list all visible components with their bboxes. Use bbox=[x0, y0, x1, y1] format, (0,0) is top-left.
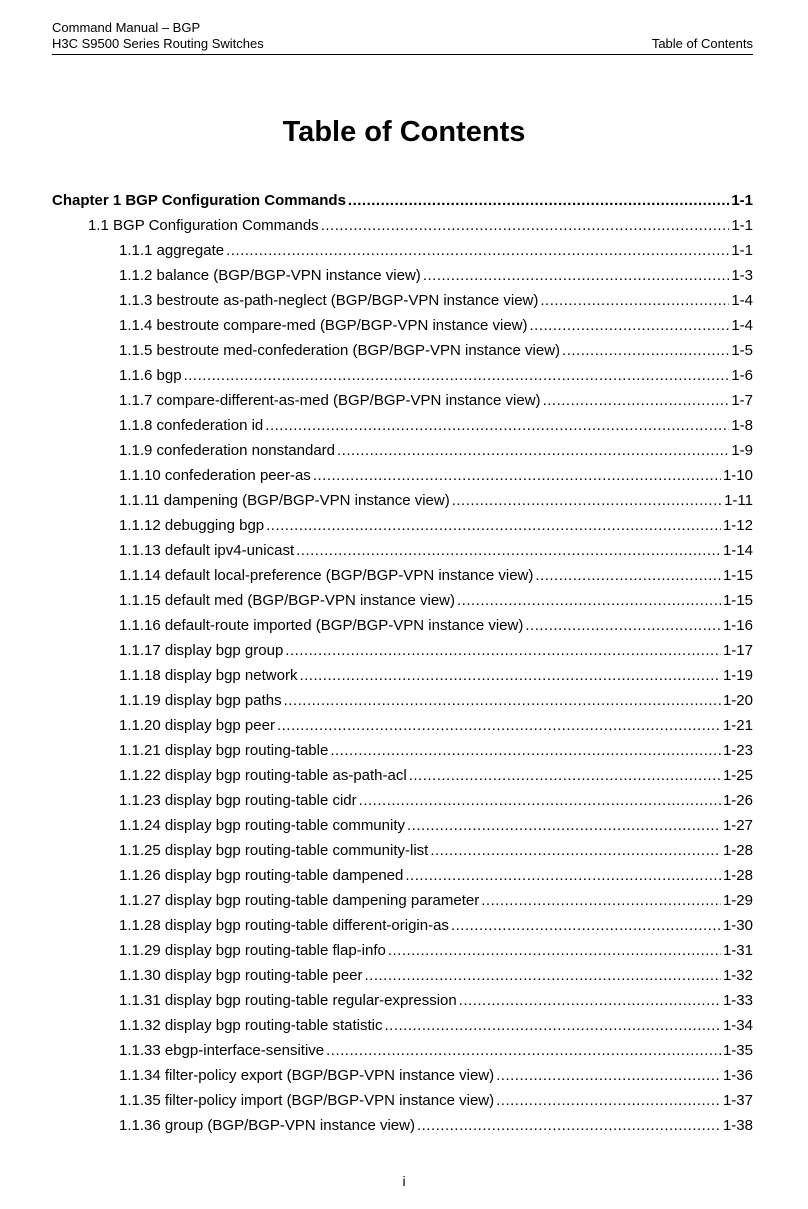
toc-entry-page: 1-9 bbox=[731, 442, 753, 459]
toc-dot-leader bbox=[299, 667, 721, 684]
toc-subsection-entry[interactable] bbox=[52, 542, 753, 567]
toc-subsection-entry[interactable] bbox=[52, 1042, 753, 1067]
toc-dot-leader bbox=[388, 942, 721, 959]
toc-subsection-entry[interactable] bbox=[52, 917, 753, 942]
toc-entry-title: 1.1.34 filter-policy export (BGP/BGP-VPN instance view) bbox=[119, 1067, 495, 1084]
toc-dot-leader bbox=[337, 442, 729, 459]
toc-dot-leader bbox=[496, 1092, 721, 1109]
toc-dot-leader bbox=[285, 642, 721, 659]
toc-entry-title: 1.1.26 display bgp routing-table dampened bbox=[119, 867, 404, 884]
toc-subsection-entry[interactable] bbox=[52, 1067, 753, 1092]
toc-entry-title: 1.1.32 display bgp routing-table statistic bbox=[119, 1017, 383, 1034]
toc-entry-page: 1-14 bbox=[722, 542, 753, 559]
header-product: H3C S9500 Series Routing Switches bbox=[52, 36, 264, 51]
toc-dot-leader bbox=[348, 192, 729, 209]
toc-dot-leader bbox=[417, 1117, 721, 1134]
toc-subsection-entry[interactable] bbox=[52, 817, 753, 842]
toc-subsection-entry[interactable] bbox=[52, 617, 753, 642]
toc-dot-leader bbox=[226, 242, 729, 259]
toc-subsection-entry[interactable] bbox=[52, 667, 753, 692]
toc-entry-title: 1.1.22 display bgp routing-table as-path-acl bbox=[119, 767, 407, 784]
toc-entry-title: 1.1.31 display bgp routing-table regular-expression bbox=[119, 992, 457, 1009]
toc-dot-leader bbox=[496, 1067, 721, 1084]
toc-dot-leader bbox=[562, 342, 729, 359]
toc-entry-page: 1-4 bbox=[731, 317, 753, 334]
toc-subsection-entry[interactable] bbox=[52, 967, 753, 992]
toc-subsection-entry[interactable] bbox=[52, 392, 753, 417]
toc-entry-page: 1-12 bbox=[722, 517, 753, 534]
toc-entry-page: 1-8 bbox=[731, 417, 753, 434]
toc-subsection-entry[interactable] bbox=[52, 792, 753, 817]
toc-subsection-entry[interactable] bbox=[52, 292, 753, 317]
toc-entry-title: 1.1.35 filter-policy import (BGP/BGP-VPN instance view) bbox=[119, 1092, 495, 1109]
toc-entry-page: 1-30 bbox=[722, 917, 753, 934]
toc-entry-page: 1-26 bbox=[722, 792, 753, 809]
toc-entry-title: 1.1.20 display bgp peer bbox=[119, 717, 275, 734]
toc-entry-page: 1-17 bbox=[722, 642, 753, 659]
toc-subsection-entry[interactable] bbox=[52, 517, 753, 542]
toc-entry-page: 1-6 bbox=[731, 367, 753, 384]
toc-subsection-entry[interactable] bbox=[52, 942, 753, 967]
toc-dot-leader bbox=[535, 567, 721, 584]
toc-entry-page: 1-37 bbox=[722, 1092, 753, 1109]
header-section: Table of Contents bbox=[651, 36, 753, 51]
page-number: i bbox=[402, 1173, 406, 1189]
toc-entry-title: 1.1 BGP Configuration Commands bbox=[88, 217, 319, 234]
toc-entry-title: 1.1.27 display bgp routing-table dampening parameter bbox=[119, 892, 480, 909]
toc-entry-title: 1.1.18 display bgp network bbox=[119, 667, 298, 684]
toc-subsection-entry[interactable] bbox=[52, 717, 753, 742]
toc-subsection-entry[interactable] bbox=[52, 492, 753, 517]
toc-dot-leader bbox=[405, 867, 721, 884]
toc-entry-page: 1-20 bbox=[722, 692, 753, 709]
toc-entry-title: 1.1.21 display bgp routing-table bbox=[119, 742, 329, 759]
toc-subsection-entry[interactable] bbox=[52, 592, 753, 617]
toc-entry-page: 1-28 bbox=[722, 842, 753, 859]
header-row-2 bbox=[52, 36, 753, 52]
toc-entry-title: 1.1.9 confederation nonstandard bbox=[119, 442, 335, 459]
toc-entry-title: Chapter 1 BGP Configuration Commands bbox=[52, 192, 346, 209]
toc-entry-page: 1-16 bbox=[722, 617, 753, 634]
toc-subsection-entry[interactable] bbox=[52, 267, 753, 292]
toc-entry-page: 1-23 bbox=[722, 742, 753, 759]
toc-dot-leader bbox=[452, 492, 722, 509]
toc-dot-leader bbox=[266, 517, 721, 534]
toc-dot-leader bbox=[284, 692, 721, 709]
toc-list bbox=[52, 192, 753, 1142]
toc-dot-leader bbox=[313, 467, 721, 484]
toc-entry-title: 1.1.24 display bgp routing-table community bbox=[119, 817, 405, 834]
toc-subsection-entry[interactable] bbox=[52, 467, 753, 492]
toc-dot-leader bbox=[407, 817, 721, 834]
toc-subsection-entry[interactable] bbox=[52, 1092, 753, 1117]
toc-entry-title: 1.1.30 display bgp routing-table peer bbox=[119, 967, 363, 984]
header-row-1 bbox=[52, 20, 753, 36]
toc-dot-leader bbox=[457, 592, 721, 609]
toc-dot-leader bbox=[451, 917, 721, 934]
toc-entry-title: 1.1.10 confederation peer-as bbox=[119, 467, 311, 484]
toc-dot-leader bbox=[184, 367, 730, 384]
toc-subsection-entry[interactable] bbox=[52, 342, 753, 367]
toc-entry-page: 1-32 bbox=[722, 967, 753, 984]
toc-dot-leader bbox=[530, 317, 730, 334]
toc-entry-page: 1-35 bbox=[722, 1042, 753, 1059]
toc-entry-page: 1-15 bbox=[722, 567, 753, 584]
toc-dot-leader bbox=[540, 292, 729, 309]
toc-entry-page: 1-1 bbox=[731, 242, 753, 259]
toc-dot-leader bbox=[265, 417, 729, 434]
toc-subsection-entry[interactable] bbox=[52, 867, 753, 892]
toc-dot-leader bbox=[543, 392, 730, 409]
toc-entry-page: 1-33 bbox=[722, 992, 753, 1009]
toc-entry-page: 1-34 bbox=[722, 1017, 753, 1034]
toc-entry-title: 1.1.1 aggregate bbox=[119, 242, 225, 259]
toc-entry-page: 1-1 bbox=[731, 217, 753, 234]
toc-dot-leader bbox=[409, 767, 721, 784]
toc-subsection-entry[interactable] bbox=[52, 892, 753, 917]
toc-dot-leader bbox=[525, 617, 721, 634]
toc-dot-leader bbox=[277, 717, 721, 734]
toc-entry-title: 1.1.15 default med (BGP/BGP-VPN instance view) bbox=[119, 592, 455, 609]
toc-entry-page: 1-25 bbox=[722, 767, 753, 784]
header-doc-title: Command Manual – BGP bbox=[52, 20, 201, 35]
toc-entry-title: 1.1.23 display bgp routing-table cidr bbox=[119, 792, 357, 809]
toc-entry-title: 1.1.3 bestroute as-path-neglect (BGP/BGP-VPN instance view) bbox=[119, 292, 539, 309]
toc-entry-title: 1.1.11 dampening (BGP/BGP-VPN instance view) bbox=[119, 492, 450, 509]
toc-subsection-entry[interactable] bbox=[52, 767, 753, 792]
toc-entry-title: 1.1.17 display bgp group bbox=[119, 642, 284, 659]
toc-entry-page: 1-38 bbox=[722, 1117, 753, 1134]
toc-entry-page: 1-10 bbox=[722, 467, 753, 484]
toc-entry-title: 1.1.16 default-route imported (BGP/BGP-VPN instance view) bbox=[119, 617, 524, 634]
toc-subsection-entry[interactable] bbox=[52, 692, 753, 717]
toc-entry-title: 1.1.13 default ipv4-unicast bbox=[119, 542, 295, 559]
toc-dot-leader bbox=[359, 792, 721, 809]
page-header bbox=[52, 20, 753, 52]
toc-subsection-entry[interactable] bbox=[52, 992, 753, 1017]
toc-entry-page: 1-5 bbox=[731, 342, 753, 359]
toc-subsection-entry[interactable] bbox=[52, 1117, 753, 1142]
toc-dot-leader bbox=[330, 742, 721, 759]
toc-entry-title: 1.1.12 debugging bgp bbox=[119, 517, 265, 534]
toc-entry-title: 1.1.4 bestroute compare-med (BGP/BGP-VPN instance view) bbox=[119, 317, 528, 334]
toc-entry-title: 1.1.33 ebgp-interface-sensitive bbox=[119, 1042, 325, 1059]
toc-subsection-entry[interactable] bbox=[52, 367, 753, 392]
toc-entry-page: 1-7 bbox=[731, 392, 753, 409]
toc-entry-page: 1-1 bbox=[731, 192, 753, 209]
toc-subsection-entry[interactable] bbox=[52, 842, 753, 867]
toc-subsection-entry[interactable] bbox=[52, 642, 753, 667]
toc-entry-page: 1-31 bbox=[722, 942, 753, 959]
toc-entry-title: 1.1.2 balance (BGP/BGP-VPN instance view) bbox=[119, 267, 421, 284]
toc-section-entry[interactable] bbox=[52, 217, 753, 242]
toc-entry-page: 1-36 bbox=[722, 1067, 753, 1084]
toc-dot-leader bbox=[459, 992, 721, 1009]
toc-entry-title: 1.1.36 group (BGP/BGP-VPN instance view) bbox=[119, 1117, 415, 1134]
toc-entry-page: 1-15 bbox=[722, 592, 753, 609]
toc-dot-leader bbox=[365, 967, 721, 984]
page-title: Table of Contents bbox=[282, 116, 526, 148]
toc-entry-title: 1.1.7 compare-different-as-med (BGP/BGP-VPN instance view) bbox=[119, 392, 541, 409]
toc-entry-title: 1.1.29 display bgp routing-table flap-info bbox=[119, 942, 386, 959]
toc-entry-title: 1.1.14 default local-preference (BGP/BGP-VPN instance view) bbox=[119, 567, 534, 584]
toc-subsection-entry[interactable] bbox=[52, 417, 753, 442]
toc-dot-leader bbox=[481, 892, 721, 909]
toc-entry-page: 1-27 bbox=[722, 817, 753, 834]
toc-subsection-entry[interactable] bbox=[52, 742, 753, 767]
toc-dot-leader bbox=[296, 542, 721, 559]
toc-entry-page: 1-28 bbox=[722, 867, 753, 884]
toc-chapter-entry[interactable] bbox=[52, 192, 753, 217]
toc-subsection-entry[interactable] bbox=[52, 242, 753, 267]
toc-entry-title: 1.1.28 display bgp routing-table different-origin-as bbox=[119, 917, 449, 934]
toc-subsection-entry[interactable] bbox=[52, 567, 753, 592]
toc-dot-leader bbox=[326, 1042, 721, 1059]
toc-entry-page: 1-29 bbox=[722, 892, 753, 909]
toc-entry-title: 1.1.8 confederation id bbox=[119, 417, 264, 434]
toc-entry-title: 1.1.6 bgp bbox=[119, 367, 182, 384]
toc-entry-title: 1.1.25 display bgp routing-table community-list bbox=[119, 842, 429, 859]
toc-subsection-entry[interactable] bbox=[52, 442, 753, 467]
toc-entry-page: 1-19 bbox=[722, 667, 753, 684]
header-divider bbox=[52, 54, 753, 55]
toc-entry-title: 1.1.19 display bgp paths bbox=[119, 692, 282, 709]
toc-dot-leader bbox=[321, 217, 730, 234]
toc-dot-leader bbox=[423, 267, 730, 284]
toc-dot-leader bbox=[430, 842, 721, 859]
toc-entry-page: 1-11 bbox=[724, 492, 753, 509]
toc-subsection-entry[interactable] bbox=[52, 317, 753, 342]
toc-dot-leader bbox=[385, 1017, 721, 1034]
toc-entry-page: 1-21 bbox=[722, 717, 753, 734]
toc-entry-page: 1-3 bbox=[731, 267, 753, 284]
toc-entry-page: 1-4 bbox=[731, 292, 753, 309]
toc-entry-title: 1.1.5 bestroute med-confederation (BGP/BGP-VPN instance view) bbox=[119, 342, 561, 359]
toc-subsection-entry[interactable] bbox=[52, 1017, 753, 1042]
